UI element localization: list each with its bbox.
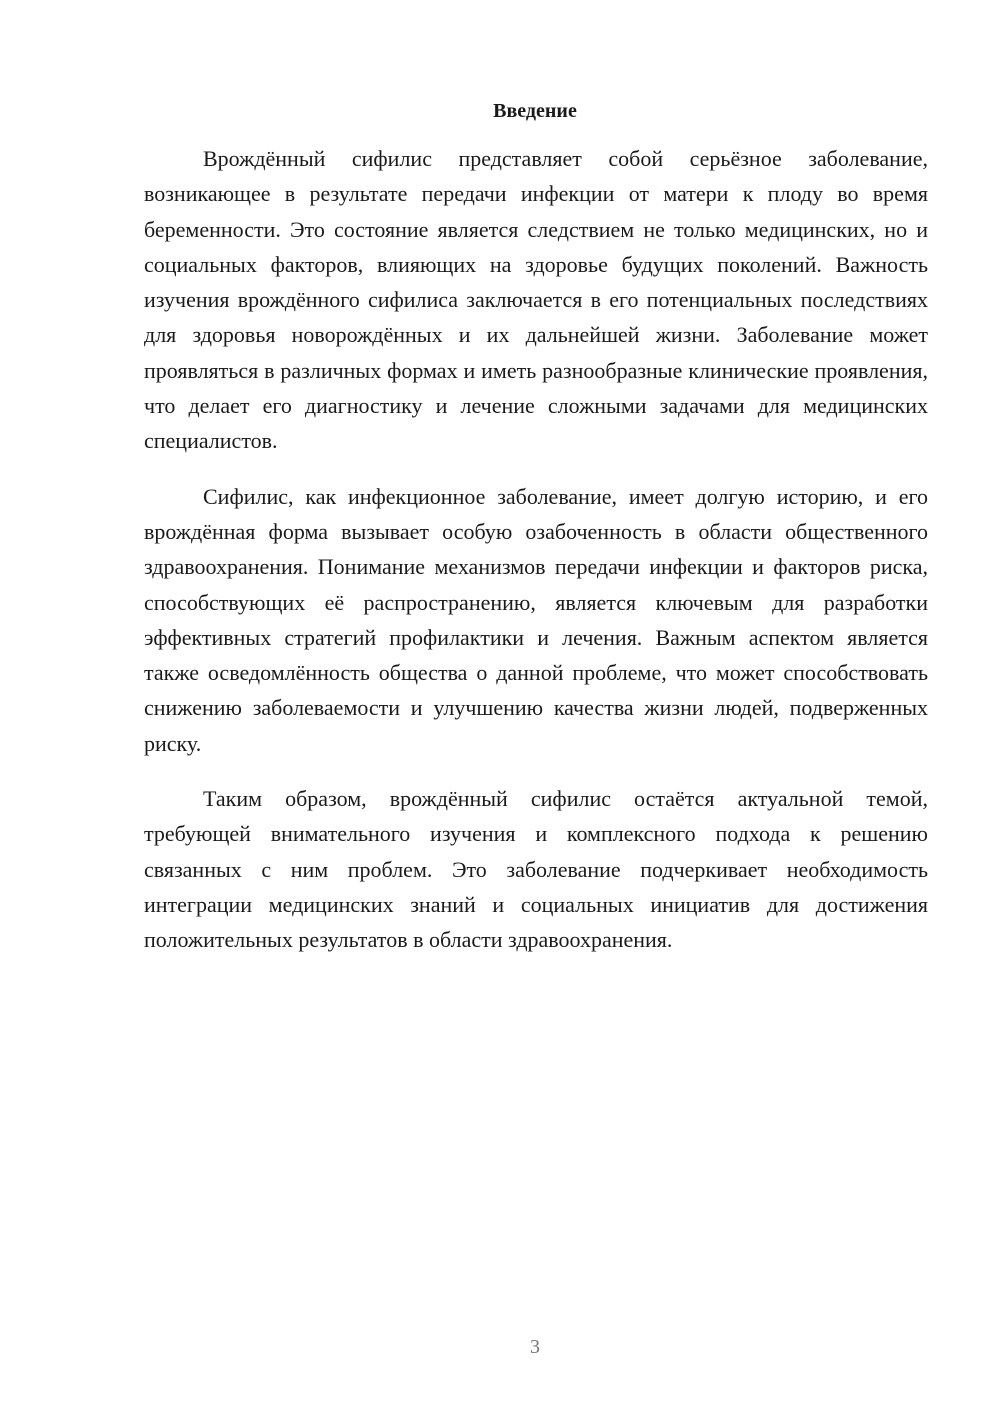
paragraph-3: Таким образом, врождённый сифилис остаётся актуальной темой, требующей внимательного изучения и комплексного подхода к решению связанных с ним проблем. Это заболевание подчеркивает необходимость интеграции медицинских знаний и социальных инициатив для достижения положительных результатов в области здравоохранения.: [144, 786, 928, 953]
page-number: 3: [530, 1336, 540, 1358]
body-text: [144, 141, 928, 958]
section-heading: Введение: [493, 100, 577, 122]
paragraph-2: Сифилис, как инфекционное заболевание, имеет долгую историю, и его врождённая форма вызывает особую озабоченность в области общественного здравоохранения. Понимание механизмов передачи инфекции и факторов риска, способствующих её распространению, является ключевым для разработки эффективных стратегий профилактики и лечения. Важным аспектом является также осведомлённость общества о данной проблеме, что может способствовать снижению заболеваемости и улучшению качества жизни людей, подверженных риску.: [144, 483, 928, 756]
paragraph-1: Врождённый сифилис представляет собой серьёзное заболевание, возникающее в результате передачи инфекции от матери к плоду во время беременности. Это состояние является следствием не только медицинских, но и социальных факторов, влияющих на здоровье будущих поколений. Важность изучения врождённого сифилиса заключается в его потенциальных последствиях для здоровья новорождённых и их дальнейшей жизни. Заболевание может проявляться в различных формах и иметь разнообразные клинические проявления, что делает его диагностику и лечение сложными задачами для медицинских специалистов.: [144, 146, 928, 454]
